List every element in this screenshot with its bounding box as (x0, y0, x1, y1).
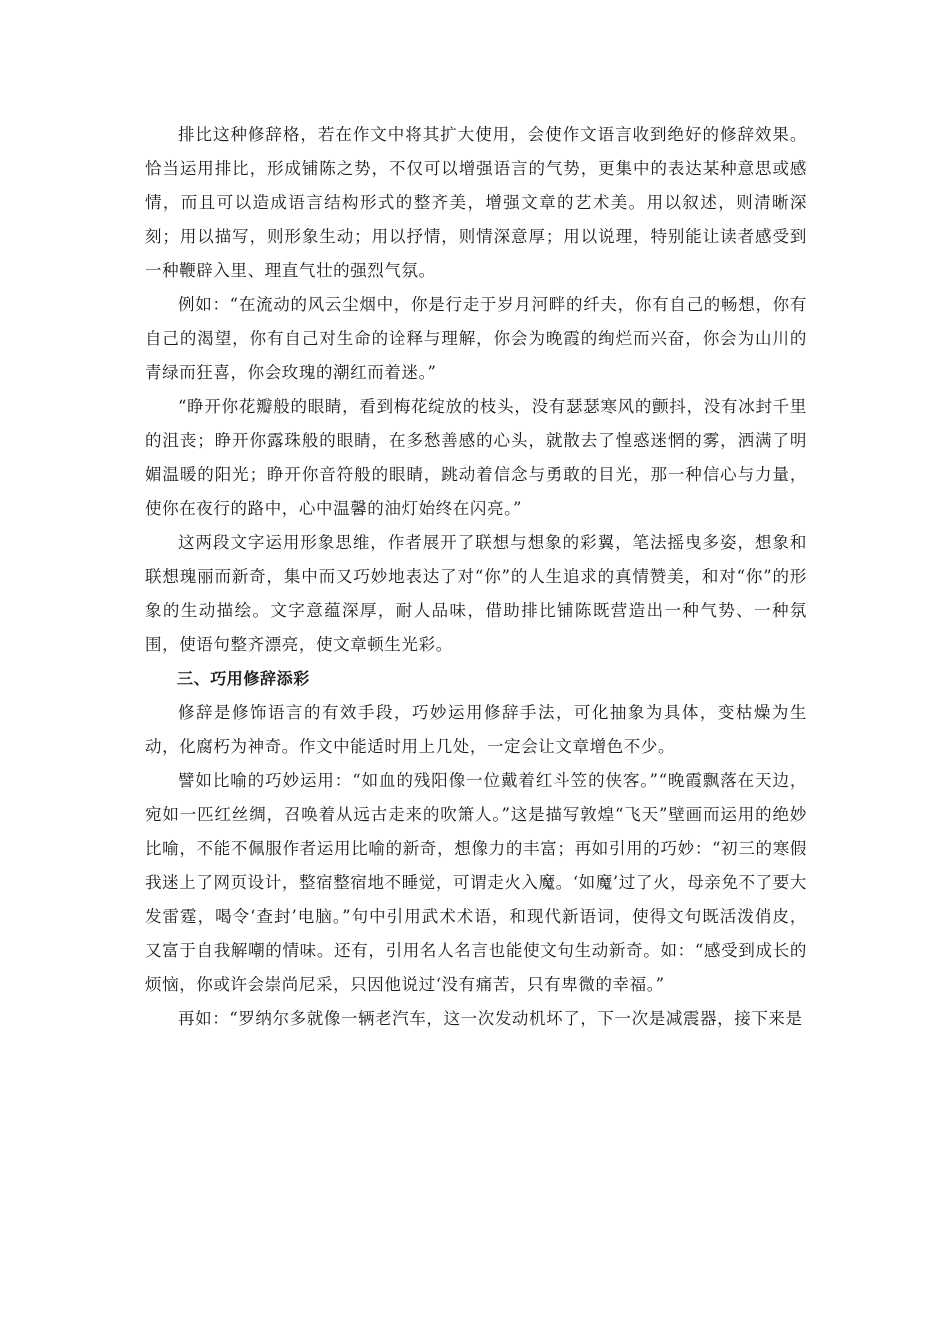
paragraph-metaphor-examples: 譬如比喻的巧妙运用：“如血的残阳像一位戴着红斗笠的侠客。”“晚霞飘落在天边，宛如一匹红丝绸，召唤着从远古走来的吹箫人。”这是描写敦煌“飞天”壁画而运用的绝妙比喻，不能不佩服作者运用比喻的新奇，想像力的丰富；再如引用的巧妙：“初三的寒假我迷上了网页设计，整宿整宿地不睡觉，可谓走火入魔。‘如魔’过了火，母亲免不了要大发雷霆，喝令‘查封’电脑。”句中引用武术术语，和现代新语词，使得文句既活泼俏皮，又富于自我解嘲的情味。还有，引用名人名言也能使文句生动新奇。如：“感受到成长的烦恼，你或许会崇尚尼采，只因他说过‘没有痛苦，只有卑微的幸福。” (145, 771, 807, 994)
paragraph-another-example: 再如：“罗纳尔多就像一辆老汽车，这一次发动机坏了，下一次是减震器，接下来是 (178, 1009, 803, 1028)
document-body (145, 118, 807, 1036)
paragraph-example-two: “睁开你花瓣般的眼睛，看到梅花绽放的枝头，没有瑟瑟寒风的颤抖，没有冰封千里的沮丧；睁开你露珠般的眼睛，在多愁善感的心头，就散去了惶惑迷惘的雾，洒满了明媚温暖的阳光；睁开你音符般的眼睛，跳动着信念与勇敢的目光，那一种信心与力量，使你在夜行的路中，心中温馨的油灯始终在闪亮。” (145, 397, 807, 518)
section-heading: 三、巧用修辞添彩 (177, 669, 310, 688)
paragraph-rhetoric-intro: 修辞是修饰语言的有效手段，巧妙运用修辞手法，可化抽象为具体，变枯燥为生动，化腐朽为神奇。作文中能适时用上几处，一定会让文章增色不少。 (145, 703, 807, 756)
paragraph-analysis: 这两段文字运用形象思维，作者展开了联想与想象的彩翼，笔法摇曳多姿，想象和联想瑰丽而新奇，集中而又巧妙地表达了对“你”的人生追求的真情赞美，和对“你”的形象的生动描绘。文字意蕴深厚，耐人品味，借助排比铺陈既营造出一种气势、一种氛围，使语句整齐漂亮，使文章顿生光彩。 (145, 533, 807, 654)
paragraph-example-one: 例如：“在流动的风云尘烟中，你是行走于岁月河畔的纤夫，你有自己的畅想，你有自己的渴望，你有自己对生命的诠释与理解，你会为晚霞的绚烂而兴奋，你会为山川的青绿而狂喜，你会玫瑰的潮红而着迷。” (145, 295, 807, 382)
paragraph-parallelism-intro: 排比这种修辞格，若在作文中将其扩大使用，会使作文语言收到绝好的修辞效果。恰当运用排比，形成铺陈之势，不仅可以增强语言的气势，更集中的表达某种意思或感情，而且可以造成语言结构形式的整齐美，增强文章的艺术美。用以叙述，则清晰深刻；用以描写，则形象生动；用以抒情，则情深意厚；用以说理，特别能让读者感受到一种鞭辟入里、理直气壮的强烈气氛。 (145, 125, 807, 280)
